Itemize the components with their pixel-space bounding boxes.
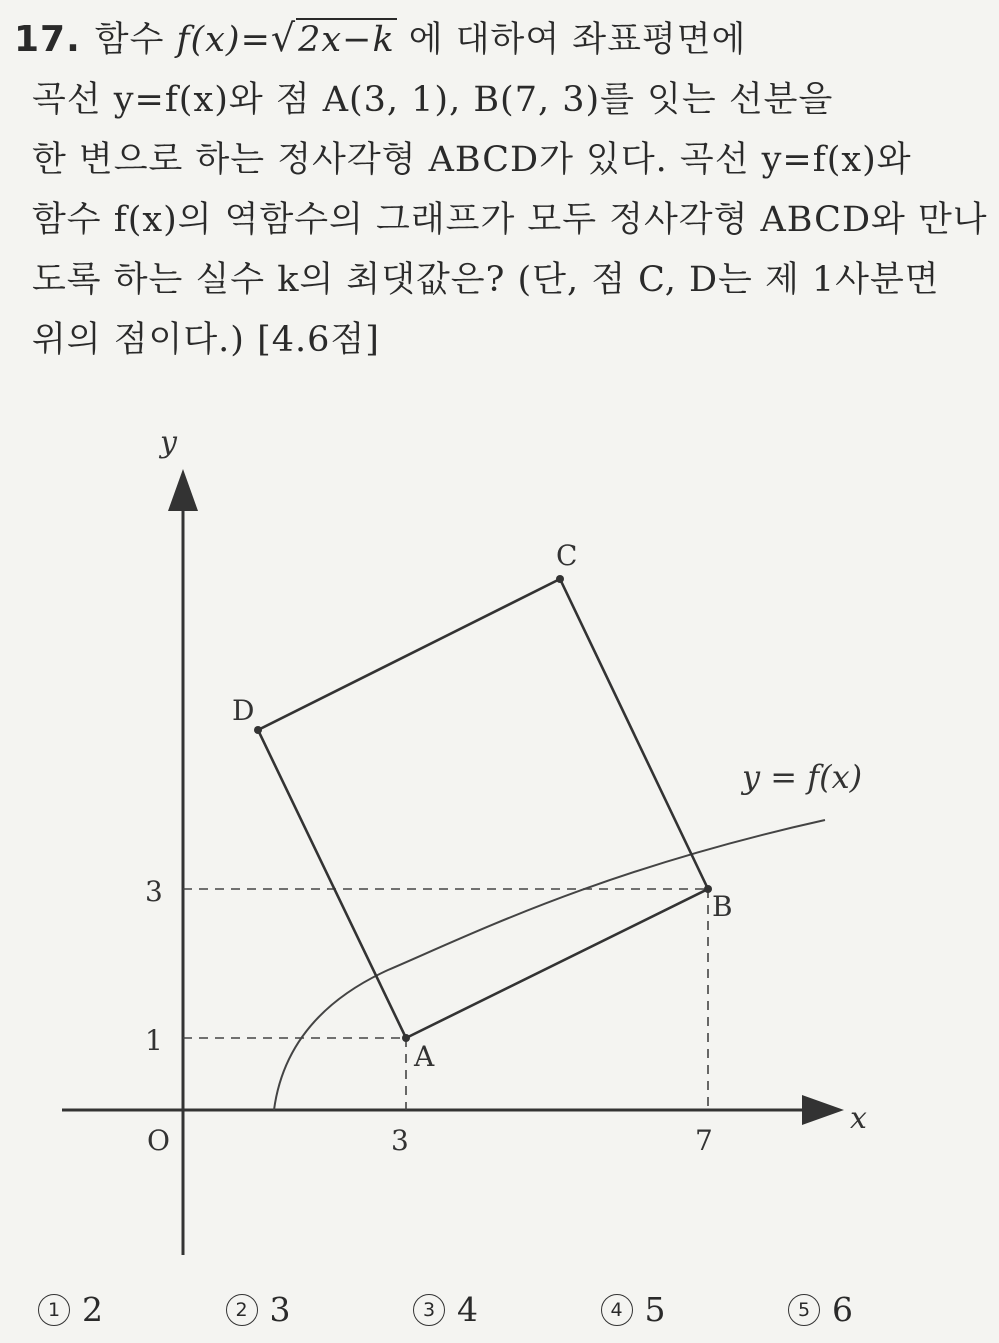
problem-line-3: 한 변으로 하는 정사각형 ABCD가 있다. 곡선 y=f(x)와 — [32, 140, 912, 180]
equals-sign: = — [240, 20, 271, 60]
problem-line-1-suffix: 에 대하여 좌표평면에 — [408, 20, 747, 60]
circled-number-icon: 5 — [788, 1294, 820, 1326]
point-a-dot — [402, 1034, 410, 1042]
choice-value: 2 — [82, 1290, 103, 1329]
problem-number: 17. — [14, 19, 81, 60]
problem-line-6: 위의 점이다.) [4.6점] — [32, 320, 380, 360]
square-abcd — [258, 579, 708, 1038]
curve-label: y = f(x) — [742, 758, 863, 796]
function-name: f(x) — [176, 20, 241, 60]
x-tick-3: 3 — [391, 1124, 409, 1157]
circled-number-icon: 1 — [38, 1294, 70, 1326]
point-b-label: B — [712, 890, 733, 923]
problem-line-2: 곡선 y=f(x)와 점 A(3, 1), B(7, 3)를 잇는 선분을 — [32, 80, 834, 120]
point-c-label: C — [556, 539, 578, 572]
point-b-dot — [704, 885, 712, 893]
point-c-dot — [556, 575, 564, 583]
choice-4[interactable] — [601, 1290, 781, 1329]
choice-1[interactable] — [38, 1290, 218, 1329]
x-axis-label: x — [850, 1101, 867, 1136]
problem-line-1-prefix: 함수 — [94, 20, 165, 60]
curve-f — [274, 820, 825, 1110]
circled-number-icon: 2 — [226, 1294, 258, 1326]
problem-text — [14, 8, 988, 370]
origin-label: O — [147, 1124, 170, 1157]
point-d-dot — [254, 726, 262, 734]
x-tick-7: 7 — [695, 1124, 713, 1157]
problem-line-4: 함수 f(x)의 역함수의 그래프가 모두 정사각형 ABCD와 만나 — [32, 200, 988, 240]
circled-number-icon: 4 — [601, 1294, 633, 1326]
choice-5[interactable] — [788, 1290, 968, 1329]
point-a-label: A — [414, 1040, 435, 1073]
choice-3[interactable] — [413, 1290, 593, 1329]
circled-number-icon: 3 — [413, 1294, 445, 1326]
square-root-expression — [271, 8, 397, 70]
y-axis-label: y — [160, 425, 177, 460]
choice-value: 3 — [269, 1290, 291, 1329]
y-tick-1: 1 — [145, 1024, 163, 1057]
problem-line-1 — [14, 8, 974, 70]
choice-value: 4 — [457, 1290, 478, 1329]
radical-sign-icon: √ — [270, 16, 297, 60]
point-d-label: D — [232, 694, 255, 727]
answer-choices — [38, 1290, 968, 1329]
choice-value: 5 — [644, 1290, 666, 1329]
choice-value: 6 — [832, 1290, 853, 1329]
problem-line-5: 도록 하는 실수 k의 최댓값은? (단, 점 C, D는 제 1사분면 — [32, 260, 940, 300]
coordinate-figure — [0, 410, 999, 1280]
radicand: 2x−k — [298, 20, 395, 60]
y-tick-3: 3 — [145, 875, 163, 908]
choice-2[interactable] — [226, 1290, 406, 1329]
